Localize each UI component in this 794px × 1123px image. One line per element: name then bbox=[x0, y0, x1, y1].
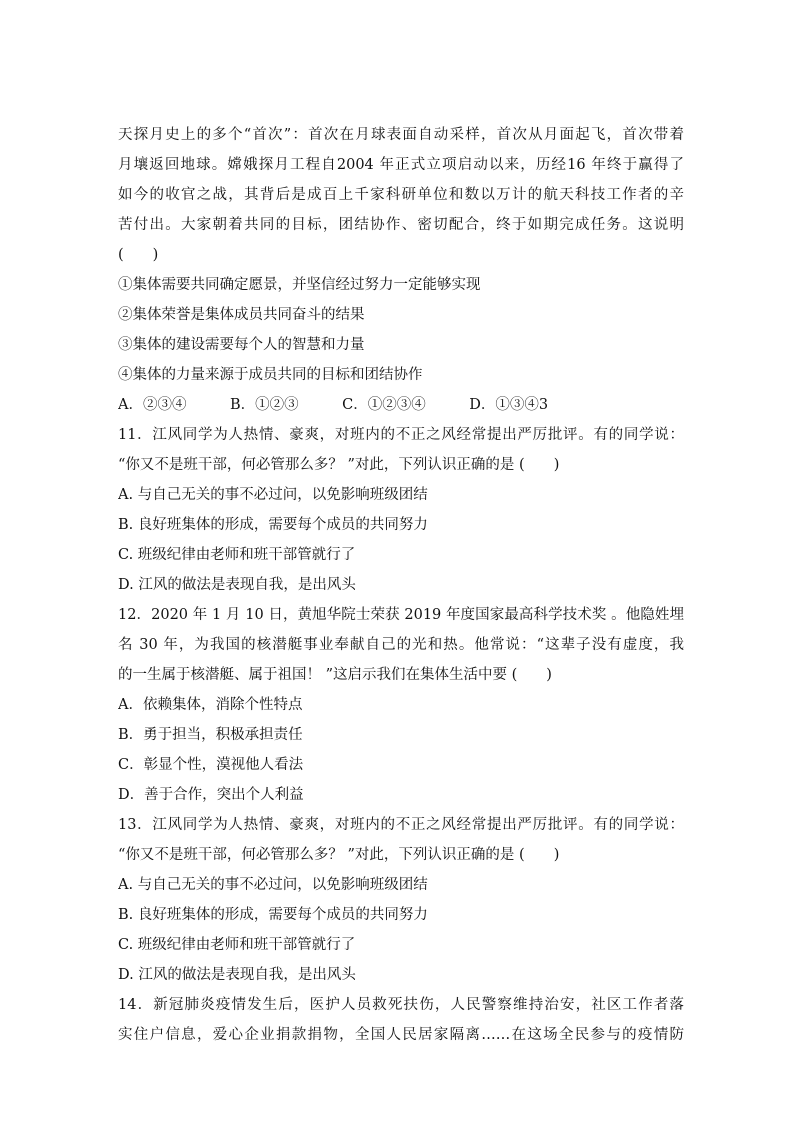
q10-statement-2: ②集体荣誉是集体成员共同奋斗的结果 bbox=[118, 307, 365, 323]
page-content bbox=[118, 120, 684, 1050]
q12-option-b: B．勇于担当，积极承担责任 bbox=[118, 727, 303, 743]
q10-answer-bracket: ( ) bbox=[118, 247, 159, 263]
question-12 bbox=[118, 600, 684, 810]
q12-stem-line-1: 12．2020 年 1 月 10 日，黄旭华院士荣获 2019 年度国家最高科学技术奖 。他隐姓埋 bbox=[118, 607, 684, 623]
q11-stem-line-1: 11．江风同学为人热情、豪爽，对班内的不正之风经常提出严厉批评。有的同学说： bbox=[118, 427, 684, 443]
q11-stem-line-2: “你又不是班干部，何必管那么多？ ”对此，下列认识正确的是 ( ) bbox=[118, 457, 560, 473]
q10-text-line-1: 天探月史上的多个“首次”：首次在月球表面自动采样，首次从月面起飞，首次带着 bbox=[118, 127, 684, 143]
q11-option-d: D. 江风的做法是表现自我，是出风头 bbox=[118, 577, 356, 593]
q13-option-d: D. 江风的做法是表现自我，是出风头 bbox=[118, 967, 356, 983]
question-11 bbox=[118, 420, 684, 600]
q13-option-a: A. 与自己无关的事不必过问，以免影响班级团结 bbox=[118, 877, 428, 893]
q13-stem-line-1: 13．江风同学为人热情、豪爽，对班内的不正之风经常提出严厉批评。有的同学说： bbox=[118, 817, 684, 833]
q14-stem-line-1: 14．新冠肺炎疫情发生后，医护人员救死扶伤，人民警察维持治安，社区工作者落 bbox=[118, 997, 684, 1013]
q12-option-d: D．善于合作，突出个人利益 bbox=[118, 787, 304, 803]
q10-text-line-4: 苦付出。大家朝着共同的目标，团结协作、密切配合，终于如期完成任务。这说明 bbox=[118, 217, 684, 233]
q10-text-line-2: 月壤返回地球。嫦娥探月工程自2004 年正式立项启动以来，历经16 年终于赢得了 bbox=[118, 157, 684, 173]
q10-choices: A．②③④ B．①②③ C．①②③④ D．①③④3 bbox=[118, 397, 549, 413]
question-14 bbox=[118, 990, 684, 1050]
q12-stem-line-2: 名 30 年，为我国的核潜艇事业奉献自己的光和热。他常说：“这辈子没有虚度，我 bbox=[118, 637, 684, 653]
q12-option-c: C．彰显个性，漠视他人看法 bbox=[118, 757, 304, 773]
q10-statement-1: ①集体需要共同确定愿景，并坚信经过努力一定能够实现 bbox=[118, 277, 481, 293]
q14-stem-line-2: 实住户信息，爱心企业捐款捐物，全国人民居家隔离……在这场全民参与的疫情防 bbox=[118, 1027, 684, 1043]
q13-stem-line-2: “你又不是班干部，何必管那么多？ ”对此，下列认识正确的是 ( ) bbox=[118, 847, 560, 863]
q12-stem-line-3: 的一生属于核潜艇、属于祖国！ ”这启示我们在集体生活中要 ( ) bbox=[118, 667, 552, 683]
q11-option-b: B. 良好班集体的形成，需要每个成员的共同努力 bbox=[118, 517, 428, 533]
question-13 bbox=[118, 810, 684, 990]
q12-option-a: A．依赖集体，消除个性特点 bbox=[118, 697, 303, 713]
q13-option-b: B. 良好班集体的形成，需要每个成员的共同努力 bbox=[118, 907, 428, 923]
q11-option-a: A. 与自己无关的事不必过问，以免影响班级团结 bbox=[118, 487, 428, 503]
question-10 bbox=[118, 120, 684, 420]
q13-option-c: C. 班级纪律由老师和班干部管就行了 bbox=[118, 937, 356, 953]
q11-option-c: C. 班级纪律由老师和班干部管就行了 bbox=[118, 547, 356, 563]
q10-statement-4: ④集体的力量来源于成员共同的目标和团结协作 bbox=[118, 367, 423, 383]
q10-text-line-3: 如今的收官之战，其背后是成百上千家科研单位和数以万计的航天科技工作者的辛 bbox=[118, 187, 684, 203]
q10-statement-3: ③集体的建设需要每个人的智慧和力量 bbox=[118, 337, 365, 353]
